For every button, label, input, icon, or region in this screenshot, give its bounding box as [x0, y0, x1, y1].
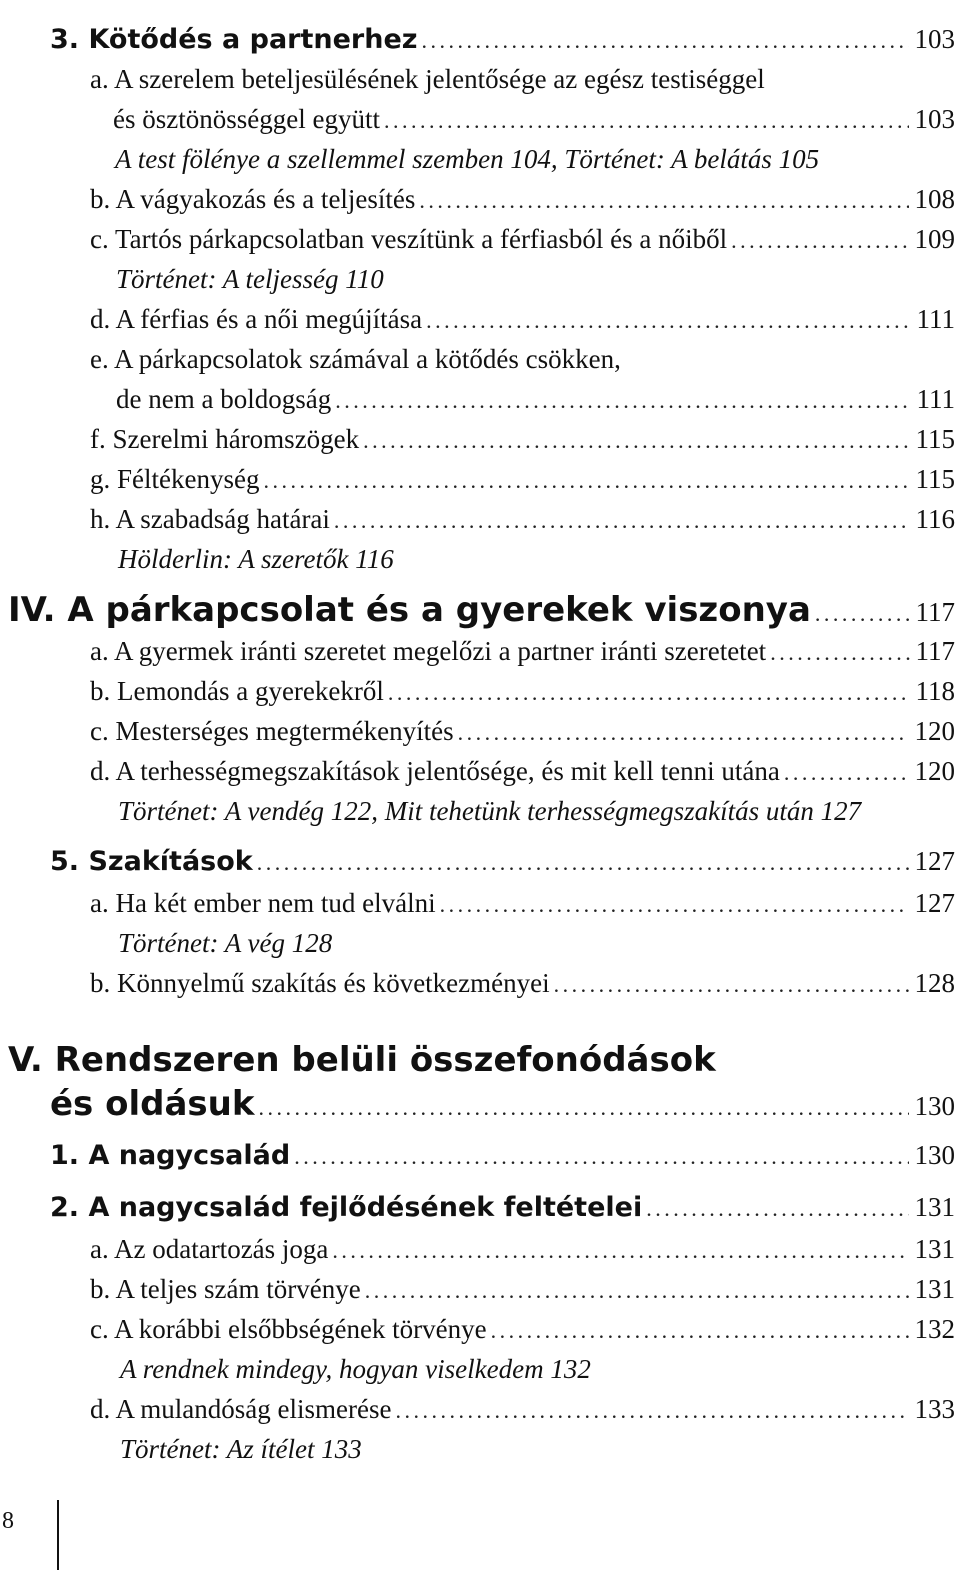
toc-entry	[50, 846, 955, 877]
toc-page: 120	[914, 756, 955, 786]
toc-entry	[90, 676, 955, 707]
toc-page: 109	[914, 224, 955, 254]
toc-title: 3. Kötődés a partnerhez	[50, 24, 418, 55]
toc-title: de nem a boldogság	[116, 384, 332, 414]
toc-title: a. Ha két ember nem tud elválni	[90, 888, 436, 918]
leader-dots	[440, 892, 909, 918]
leader-dots	[363, 428, 909, 454]
toc-title: d. A terhességmegszakítások jelentősége, és mit kell tenni utána	[90, 756, 780, 786]
margin-rule	[57, 1500, 59, 1570]
leader-dots	[419, 188, 908, 214]
toc-entry	[90, 1394, 955, 1425]
toc-chapter	[8, 1040, 955, 1080]
toc-entry	[90, 184, 955, 215]
toc-page: 103	[914, 104, 955, 134]
toc-entry	[90, 1274, 955, 1305]
toc-note: Történet: A vég 128	[118, 928, 333, 958]
leader-dots	[395, 1398, 908, 1424]
toc-title: h. A szabadság határai	[90, 504, 330, 534]
chapter-title: IV. A párkapcsolat és a gyerekek viszonya	[8, 590, 811, 630]
toc-entry	[50, 1140, 955, 1171]
toc-page: 103	[914, 24, 955, 54]
toc-entry	[90, 888, 955, 919]
toc-entry	[90, 224, 955, 255]
toc-page: 116	[915, 504, 955, 534]
toc-page: 127	[914, 846, 955, 876]
leader-dots	[422, 28, 909, 54]
toc-note: Történet: A vendég 122, Mit tehetünk terhességmegszakítás után 127	[118, 796, 862, 826]
leader-dots	[335, 388, 910, 414]
toc-chapter	[8, 590, 955, 630]
toc-entry	[90, 756, 955, 787]
toc-entry	[90, 716, 955, 747]
toc-title: g. Féltékenység	[90, 464, 260, 494]
leader-dots	[815, 601, 910, 627]
toc-entry	[50, 24, 955, 55]
toc-page: 132	[914, 1314, 955, 1344]
toc-title: e. A párkapcsolatok számával a kötődés csökken,	[90, 344, 621, 374]
toc-subentry	[116, 264, 955, 295]
leader-dots	[491, 1318, 909, 1344]
toc-page: 111	[916, 384, 955, 414]
toc-title: a. A szerelem beteljesülésének jelentősége az egész testiséggel	[90, 64, 765, 94]
toc-page: 117	[915, 636, 955, 666]
leader-dots	[294, 1144, 908, 1170]
toc-entry	[90, 464, 955, 495]
toc-page: 118	[915, 676, 955, 706]
leader-dots	[334, 508, 910, 534]
leader-dots	[770, 640, 909, 666]
toc-chapter	[50, 1084, 955, 1124]
toc-title: b. Lemondás a gyerekekről	[90, 676, 384, 706]
toc-title: b. Könnyelmű szakítás és következményei	[90, 968, 550, 998]
toc-title: a. A gyermek iránti szeretet megelőzi a partner iránti szeretetet	[90, 636, 767, 666]
toc-page: 115	[915, 424, 955, 454]
leader-dots	[257, 850, 909, 876]
page-number: 8	[2, 1508, 14, 1534]
leader-dots	[365, 1278, 909, 1304]
toc-title: f. Szerelmi háromszögek	[90, 424, 360, 454]
toc-page: 131	[914, 1192, 955, 1222]
toc-note: A test fölénye a szellemmel szemben 104, Történet: A belátás 105	[115, 144, 820, 174]
leader-dots	[646, 1196, 908, 1222]
toc-title: c. Mesterséges megtermékenyítés	[90, 716, 454, 746]
leader-dots	[731, 228, 908, 254]
toc-note: A rendnek mindegy, hogyan viselkedem 132	[120, 1354, 591, 1384]
toc-title: b. A teljes szám törvénye	[90, 1274, 361, 1304]
toc-page: 130	[914, 1140, 955, 1170]
toc-title: c. A korábbi elsőbbségének törvénye	[90, 1314, 487, 1344]
toc-page: 133	[914, 1394, 955, 1424]
leader-dots	[784, 760, 909, 786]
toc-entry	[116, 384, 955, 415]
toc-title: 1. A nagycsalád	[50, 1140, 291, 1171]
toc-subentry	[118, 544, 955, 575]
toc-note: Történet: Az ítélet 133	[120, 1434, 362, 1464]
toc-subentry	[115, 144, 955, 175]
toc-title: a. Az odatartozás joga	[90, 1234, 329, 1264]
toc-entry	[90, 344, 955, 375]
leader-dots	[332, 1238, 908, 1264]
toc-note: Történet: A teljesség 110	[116, 264, 384, 294]
toc-entry	[90, 1314, 955, 1345]
toc-page: 127	[914, 888, 955, 918]
toc-entry	[90, 424, 955, 455]
leader-dots	[426, 308, 910, 334]
toc-entry	[113, 104, 955, 135]
leader-dots	[384, 108, 909, 134]
toc-entry	[90, 504, 955, 535]
toc-subentry	[120, 1434, 955, 1465]
toc-title: 2. A nagycsalád fejlődésének feltételei	[50, 1192, 643, 1223]
toc-entry	[90, 636, 955, 667]
leader-dots	[554, 972, 909, 998]
toc-entry	[90, 304, 955, 335]
leader-dots	[258, 1095, 908, 1121]
toc-page: 117	[915, 597, 955, 627]
toc-page: 128	[914, 968, 955, 998]
toc-title: b. A vágyakozás és a teljesítés	[90, 184, 416, 214]
toc-subentry	[120, 1354, 955, 1385]
leader-dots	[263, 468, 909, 494]
toc-subentry	[118, 928, 955, 959]
toc-entry	[90, 1234, 955, 1265]
toc-title: d. A férfias és a női megújítása	[90, 304, 423, 334]
toc-page: 120	[914, 716, 955, 746]
toc-page: 130	[914, 1091, 955, 1121]
toc-page: 111	[916, 304, 955, 334]
leader-dots	[388, 680, 910, 706]
toc-entry	[90, 968, 955, 999]
toc-subentry	[118, 796, 955, 827]
toc-title: 5. Szakítások	[50, 846, 253, 877]
toc-entry	[90, 64, 955, 95]
toc-page: 131	[914, 1274, 955, 1304]
leader-dots	[458, 720, 909, 746]
chapter-title: V. Rendszeren belüli összefonódások	[8, 1040, 716, 1080]
toc-page: 108	[914, 184, 955, 214]
toc-note: Hölderlin: A szeretők 116	[118, 544, 394, 574]
toc-title: d. A mulandóság elismerése	[90, 1394, 392, 1424]
toc-page: 115	[915, 464, 955, 494]
toc-entry	[50, 1192, 955, 1223]
chapter-title: és oldásuk	[50, 1084, 255, 1124]
toc-title: c. Tartós párkapcsolatban veszítünk a férfiasból és a nőiből	[90, 224, 728, 254]
toc-page: 131	[914, 1234, 955, 1264]
toc-title: és ösztönösséggel együtt	[113, 104, 380, 134]
